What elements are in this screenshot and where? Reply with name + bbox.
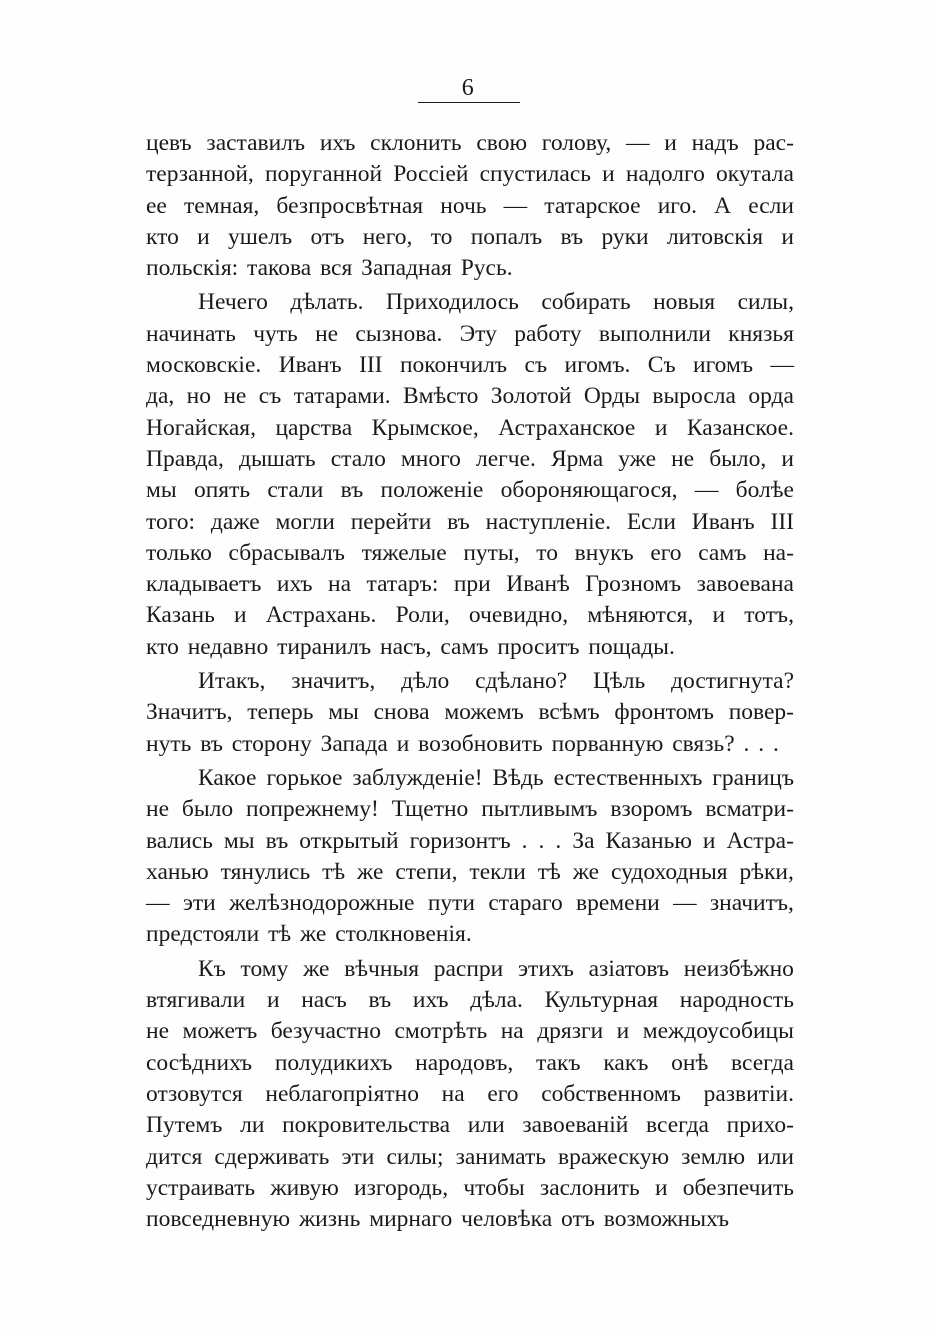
text-line: да, но не съ татарами. Вмѣсто Золотой Орды выросла орда	[146, 383, 794, 410]
page-number: 6	[461, 75, 475, 101]
text-line: кто и ушелъ отъ него, то попалъ въ руки литовскія и	[146, 223, 794, 250]
text-line: мы опять стали въ положеніе обороняющагося, — болѣе	[146, 477, 794, 504]
text-line: Къ тому же вѣчныя распри этихъ азіатовъ неизбѣжно	[198, 955, 794, 982]
text-line: не было попрежнему! Тщетно пытливымъ взоромъ всматри-	[146, 796, 794, 823]
text-line: — эти желѣзнодорожные пути стараго времени — значитъ,	[146, 890, 794, 917]
text-line: терзанной, поруганной Россіей спустилась и надолго окутала	[146, 161, 794, 188]
text-line: начинать чуть не сызнова. Эту работу выполнили князья	[146, 320, 794, 347]
text-line: вались мы въ открытый горизонтъ . . . За Казанью и Астра-	[146, 827, 794, 854]
text-line: втягивали и насъ въ ихъ дѣла. Культурная народность	[146, 987, 794, 1014]
text-line: того: даже могли перейти въ наступленіе. Если Иванъ III	[146, 508, 794, 535]
text-line: ханью тянулись тѣ же степи, текли тѣ же судоходныя рѣки,	[146, 858, 794, 885]
text-line: только сбрасывалъ тяжелые путы, то внукъ его самъ на-	[146, 539, 794, 566]
text-line: московскіе. Иванъ III покончилъ съ игомъ. Съ игомъ —	[146, 352, 794, 379]
text-line: Путемъ ли покровительства или завоеваній всегда прихо-	[146, 1112, 794, 1139]
text-line: кладываетъ ихъ на татаръ: при Иванѣ Грозномъ завоевана	[146, 571, 794, 598]
text-line: не можетъ безучастно смотрѣть на дрязги и междоусобицы	[146, 1018, 794, 1045]
text-line: нуть въ сторону Запада и возобновить порванную связь? . . .	[146, 730, 779, 757]
text-line: Казань и Астрахань. Роли, очевидно, мѣняются, и тотъ,	[146, 602, 794, 629]
text-line: Значитъ, теперь мы снова можемъ всѣмъ фронтомъ повер-	[146, 699, 794, 726]
text-line: отзовутся неблагопріятно на его собственномъ развитіи.	[146, 1080, 794, 1107]
page-number-rule	[418, 102, 520, 103]
text-line: повседневную жизнь мирнаго человѣка отъ возможныхъ	[146, 1206, 730, 1233]
text-line: Нечего дѣлать. Приходилось собирать новыя силы,	[198, 289, 794, 316]
text-line: ее темная, безпросвѣтная ночь — татарское иго. А если	[146, 192, 794, 219]
text-line: Итакъ, значитъ, дѣло сдѣлано? Цѣль достигнута?	[198, 668, 794, 695]
body-text	[146, 128, 794, 1235]
text-line: Какое горькое заблужденіе! Вѣдь естественныхъ границъ	[198, 764, 794, 791]
text-line: устраивать живую изгородь, чтобы заслонить и обезпечить	[146, 1174, 794, 1201]
text-line: предстояли тѣ же столкновенія.	[146, 921, 472, 948]
text-line: дится сдерживать эти силы; занимать вражескую землю или	[146, 1143, 794, 1170]
text-line: кто недавно тиранилъ насъ, самъ проситъ пощады.	[146, 633, 675, 660]
text-line: Ногайская, царства Крымское, Астраханское и Казанское.	[146, 414, 794, 441]
text-line: Правда, дышать стало много легче. Ярма уже не было, и	[146, 445, 794, 472]
text-line: польскія: такова вся Западная Русь.	[146, 255, 513, 282]
text-line: сосѣднихъ полудикихъ народовъ, такъ какъ онѣ всегда	[146, 1049, 794, 1076]
text-line: цевъ заставилъ ихъ склонить свою голову, — и надъ рас-	[146, 130, 794, 156]
